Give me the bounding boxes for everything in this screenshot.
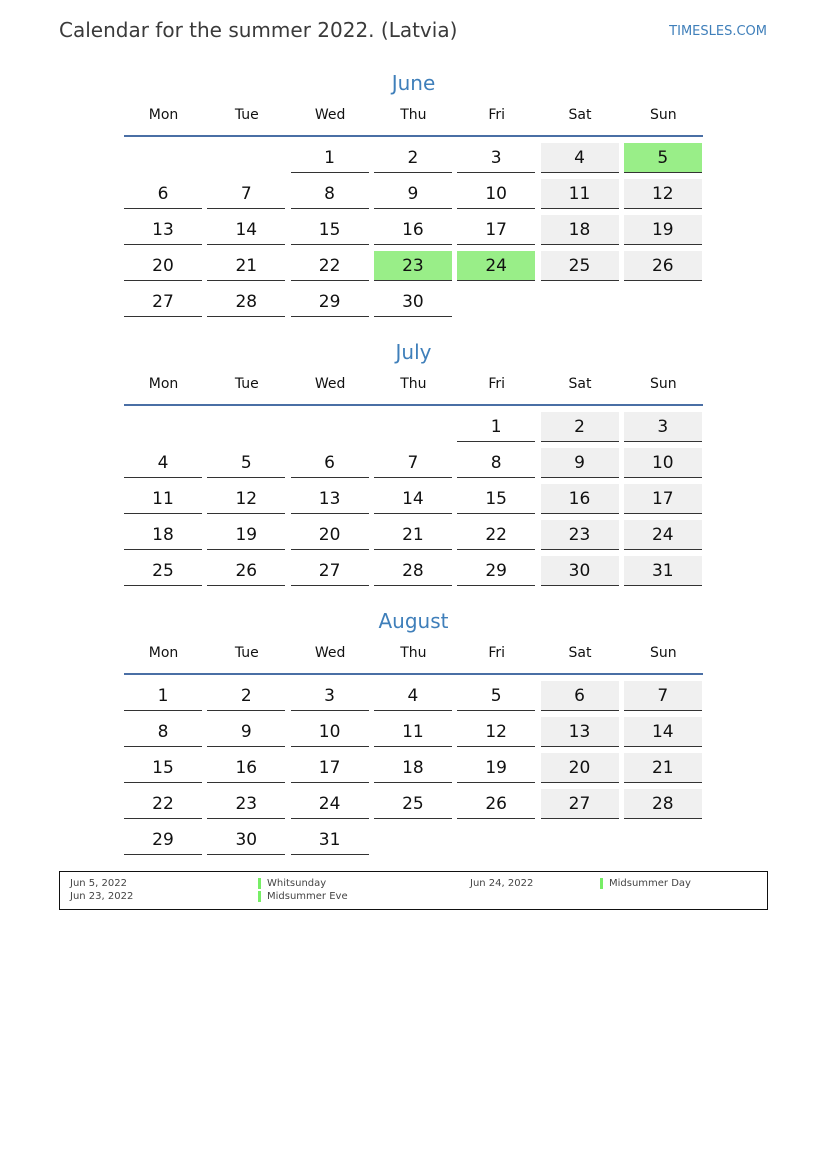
day-cell[interactable]: 10 [624, 448, 702, 478]
day-cell[interactable]: 5 [207, 448, 285, 478]
weekday-label: Tue [234, 107, 259, 123]
day-cell[interactable]: 27 [291, 556, 369, 586]
day-cell[interactable]: 3 [457, 143, 535, 173]
legend-date: Jun 5, 2022 [70, 878, 127, 889]
day-cell[interactable]: 1 [124, 681, 202, 711]
day-cell[interactable]: 6 [541, 681, 619, 711]
day-cell[interactable]: 26 [624, 251, 702, 281]
day-cell[interactable]: 30 [207, 825, 285, 855]
weekday-label: Tue [234, 376, 259, 392]
day-cell[interactable]: 27 [541, 789, 619, 819]
day-cell[interactable]: 31 [291, 825, 369, 855]
day-cell[interactable]: 28 [624, 789, 702, 819]
day-cell[interactable]: 13 [541, 717, 619, 747]
day-cell[interactable]: 14 [374, 484, 452, 514]
weekday-label: Thu [400, 107, 427, 123]
weekday-label: Tue [234, 645, 259, 661]
day-cell[interactable]: 13 [124, 215, 202, 245]
day-cell[interactable]: 10 [291, 717, 369, 747]
day-cell[interactable]: 21 [207, 251, 285, 281]
holiday-day-cell[interactable]: 24 [457, 251, 535, 281]
day-cell[interactable]: 19 [207, 520, 285, 550]
day-cell[interactable]: 1 [457, 412, 535, 442]
day-cell[interactable]: 25 [124, 556, 202, 586]
day-cell[interactable]: 13 [291, 484, 369, 514]
day-cell[interactable]: 7 [624, 681, 702, 711]
holiday-legend [59, 871, 768, 910]
day-cell[interactable]: 29 [124, 825, 202, 855]
day-cell[interactable]: 10 [457, 179, 535, 209]
day-cell[interactable]: 8 [124, 717, 202, 747]
weekday-label: Mon [148, 376, 179, 392]
day-cell[interactable]: 1 [291, 143, 369, 173]
weekday-label: Thu [400, 376, 427, 392]
day-cell[interactable]: 24 [624, 520, 702, 550]
day-cell[interactable]: 11 [541, 179, 619, 209]
month-title: July [395, 340, 432, 364]
day-cell[interactable]: 21 [624, 753, 702, 783]
day-cell[interactable]: 15 [291, 215, 369, 245]
holiday-day-cell[interactable]: 5 [624, 143, 702, 173]
day-cell[interactable]: 9 [374, 179, 452, 209]
day-cell[interactable]: 3 [624, 412, 702, 442]
month-july [124, 338, 703, 581]
day-cell[interactable]: 23 [541, 520, 619, 550]
day-cell[interactable]: 9 [207, 717, 285, 747]
day-cell[interactable]: 21 [374, 520, 452, 550]
weekday-label: Mon [148, 645, 179, 661]
day-cell[interactable]: 30 [374, 287, 452, 317]
day-cell[interactable]: 17 [291, 753, 369, 783]
day-cell[interactable]: 7 [207, 179, 285, 209]
weekday-label: Thu [400, 645, 427, 661]
legend-holiday-name: Whitsunday [258, 878, 326, 889]
weekday-label: Sat [568, 376, 592, 392]
day-cell[interactable]: 4 [124, 448, 202, 478]
day-cell[interactable]: 29 [457, 556, 535, 586]
legend-date: Jun 24, 2022 [470, 878, 534, 889]
day-cell[interactable]: 26 [207, 556, 285, 586]
day-cell[interactable]: 12 [624, 179, 702, 209]
day-cell[interactable]: 7 [374, 448, 452, 478]
day-cell[interactable]: 22 [124, 789, 202, 819]
weekday-label: Wed [314, 645, 346, 661]
day-cell[interactable]: 15 [124, 753, 202, 783]
day-cell[interactable]: 14 [207, 215, 285, 245]
weekday-label: Fri [488, 107, 506, 123]
day-cell[interactable]: 20 [124, 251, 202, 281]
day-cell[interactable]: 8 [291, 179, 369, 209]
day-cell[interactable]: 28 [207, 287, 285, 317]
day-cell[interactable]: 14 [624, 717, 702, 747]
day-cell[interactable]: 5 [457, 681, 535, 711]
day-cell[interactable]: 8 [457, 448, 535, 478]
month-title: August [378, 609, 449, 633]
weekday-label: Sun [649, 107, 677, 123]
weekday-label: Sun [649, 376, 677, 392]
day-cell[interactable]: 12 [457, 717, 535, 747]
holiday-day-cell[interactable]: 23 [374, 251, 452, 281]
weekday-label: Sun [649, 645, 677, 661]
day-cell[interactable]: 19 [457, 753, 535, 783]
day-cell[interactable]: 3 [291, 681, 369, 711]
day-cell[interactable]: 6 [124, 179, 202, 209]
day-cell[interactable]: 28 [374, 556, 452, 586]
legend-date: Jun 23, 2022 [70, 891, 134, 902]
day-cell[interactable]: 20 [291, 520, 369, 550]
weekday-label: Fri [488, 645, 506, 661]
day-cell[interactable]: 24 [291, 789, 369, 819]
weekday-header [124, 366, 703, 406]
day-cell[interactable]: 25 [541, 251, 619, 281]
site-link[interactable]: TIMESLES.COM [669, 24, 767, 39]
day-cell[interactable]: 2 [207, 681, 285, 711]
day-cell[interactable]: 2 [374, 143, 452, 173]
weekday-label: Wed [314, 107, 346, 123]
day-cell[interactable]: 18 [374, 753, 452, 783]
weekday-header [124, 635, 703, 675]
day-cell[interactable]: 19 [624, 215, 702, 245]
day-cell[interactable]: 11 [374, 717, 452, 747]
day-cell[interactable]: 9 [541, 448, 619, 478]
day-cell[interactable]: 25 [374, 789, 452, 819]
day-cell[interactable]: 17 [624, 484, 702, 514]
day-cell[interactable]: 22 [291, 251, 369, 281]
month-june [124, 69, 703, 312]
day-cell[interactable]: 17 [457, 215, 535, 245]
weekday-label: Fri [488, 376, 506, 392]
day-cell[interactable]: 12 [207, 484, 285, 514]
legend-holiday-name: Midsummer Day [600, 878, 691, 889]
day-cell[interactable]: 26 [457, 789, 535, 819]
day-cell[interactable]: 11 [124, 484, 202, 514]
day-cell[interactable]: 16 [374, 215, 452, 245]
day-cell[interactable]: 22 [457, 520, 535, 550]
day-cell[interactable]: 2 [541, 412, 619, 442]
day-cell[interactable]: 4 [541, 143, 619, 173]
legend-holiday-name: Midsummer Eve [258, 891, 348, 902]
weekday-label: Mon [148, 107, 179, 123]
page-title: Calendar for the summer 2022. (Latvia) [59, 18, 458, 42]
day-cell[interactable]: 15 [457, 484, 535, 514]
day-cell[interactable]: 4 [374, 681, 452, 711]
day-cell[interactable]: 20 [541, 753, 619, 783]
day-cell[interactable]: 30 [541, 556, 619, 586]
day-cell[interactable]: 18 [541, 215, 619, 245]
month-title: June [391, 71, 436, 95]
weekday-label: Wed [314, 376, 346, 392]
day-cell[interactable]: 23 [207, 789, 285, 819]
day-cell[interactable]: 29 [291, 287, 369, 317]
day-cell[interactable]: 18 [124, 520, 202, 550]
day-cell[interactable]: 31 [624, 556, 702, 586]
day-cell[interactable]: 27 [124, 287, 202, 317]
weekday-label: Sat [568, 107, 592, 123]
day-cell[interactable]: 6 [291, 448, 369, 478]
month-august [124, 607, 703, 850]
weekday-label: Sat [568, 645, 592, 661]
weekday-header [124, 97, 703, 137]
day-cell[interactable]: 16 [541, 484, 619, 514]
day-cell[interactable]: 16 [207, 753, 285, 783]
